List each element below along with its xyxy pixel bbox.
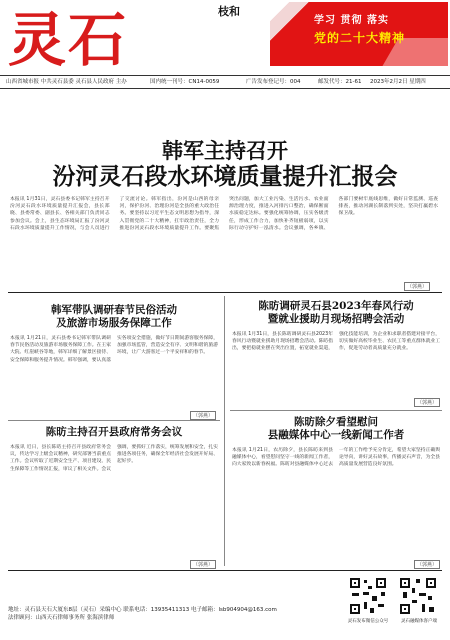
article-2-title <box>230 300 442 326</box>
newspaper-title: 灵石 <box>8 6 129 74</box>
article-3-body <box>10 444 218 560</box>
banner-line-2: 党的二十大精神 <box>314 31 406 45</box>
publisher-text: 山西省城市报 中共灵石县委 灵石县人民政府 主办 <box>6 79 127 85</box>
article-3-text: 本报讯 近日，县长陈昉主持召开县政府常务会议，传达学习上级会议精神，研究部署当前重点工作。会议听取了近期安全生产、项目建设、民生保障等工作情况汇报，审议了相关文件。会议强调，要抓好工作落实，统筹发展和安全，扎实推进各项任务，确保全年经济社会发展开好局、起好步。 <box>10 445 218 472</box>
qr-code-app <box>398 576 438 616</box>
article-1-body <box>10 335 218 413</box>
column-divider <box>224 296 225 566</box>
article-4-title <box>232 416 440 442</box>
article-2-title-line2: 暨就业援助月现场招聘会活动 <box>267 313 405 325</box>
lead-author: （郭燕） <box>404 282 430 291</box>
article-2-author: （郭燕） <box>414 398 440 407</box>
footer-legal: 法律顾问：山西天石律师事务所 张海滨律师 <box>8 615 115 621</box>
article-4-title-line2: 县融媒体中心一线新闻工作者 <box>267 429 405 441</box>
divider <box>8 292 442 293</box>
article-2-text: 本报讯 1月31日，县长陈昉调研灵石县2023年春风行动暨就业援助月现场招聘会活动。陈昉指出，要把稳就业摆在突出位置，拓宽就业渠道，强化技能培训，为企业和求职者搭建对接平台，切实做好高校毕业生、农民工等重点群体就业工作，促进劳动者高质量充分就业。 <box>232 332 440 352</box>
qr-caption-app: 灵石融媒体客户端 <box>401 619 437 624</box>
article-3-author: （郭燕） <box>190 560 216 569</box>
lead-headline: 汾河灵石段水环境质量提升汇报会 <box>52 163 398 190</box>
article-4-body <box>232 447 440 560</box>
article-1-title <box>10 304 218 330</box>
footer-address: 地址：灵石县天石大厦东8层（灵石）采编中心 联系电话：13935411313 电子邮箱：lsb904904@163.com <box>8 607 277 613</box>
info-bar <box>0 75 450 89</box>
qr-icon <box>348 576 388 616</box>
article-4-author: （郭燕） <box>414 560 440 569</box>
divider <box>230 410 442 411</box>
qr-code-wechat <box>348 576 388 616</box>
article-1-title-line1: 韩军带队调研春节民俗活动 <box>51 304 177 316</box>
qr-icon <box>398 576 438 616</box>
article-2-title-line1: 陈昉调研灵石县2023年春风行动 <box>258 300 414 312</box>
article-4-text: 本报讯 1月21日，农历除夕，县长陈昉来到县融媒体中心，看望慰问坚守一线的新闻工作者，向大家致以新春祝福。陈昉对县融媒体中心过去一年的工作给予充分肯定，希望大家坚持正确舆论导向，讲好灵石故事，传播灵石声音，为全县高质量发展营造良好氛围。 <box>232 448 440 468</box>
article-1-title-line2: 及旅游市场服务保障工作 <box>56 317 172 329</box>
divider <box>8 420 220 421</box>
issue-date: 2023年2月2日 星期四 <box>370 79 426 85</box>
lead-text: 本报讯 1月31日，灵石县委书记韩军主持召开汾河灵石段水环境质量提升汇报会，县长郑晓、县委常委、副县长、各相关部门负责同志参加会议。会上，县生态环境局汇报了汾河灵石段水环境质量提升工作情况，与会人员进行了交流讨论。韩军指出，汾河是山西的母亲河，保护汾河、治理汾河是全县的重大政治任务。要坚持以习近平生态文明思想为指导，深入贯彻党的二十大精神，扛牢政治责任，全力推进汾河灵石段水环境质量提升工作。要聚焦突出问题，加大工业污染、生活污水、农业面源治理力度，推进入河排污口整治，确保断面水质稳定达标。要强化统筹协调，压实各级责任，形成工作合力，加快补齐短板弱项，以实际行动守护好一泓清水。会议强调，各乡镇、各部门要树牢底线思维，做好日常监测、巡查排查，推动河湖长制落到实处，坚决打赢碧水保卫战。 <box>10 197 438 231</box>
article-1-author: （郭燕） <box>190 411 216 420</box>
lead-body <box>10 196 438 282</box>
postal-code: 邮发代号：21-61 <box>318 79 362 85</box>
banner-graphic <box>270 2 448 66</box>
qr-caption-wechat: 灵石发布微信公众号 <box>347 619 389 624</box>
article-4-title-line1: 陈昉除夕看望慰问 <box>294 416 378 428</box>
cn-number: 国内统一刊号：CN14-0059 <box>150 79 220 85</box>
article-2-body <box>232 331 440 403</box>
masthead-side-label: 枝和 <box>218 5 240 18</box>
footer-divider <box>8 570 442 571</box>
banner-line-1: 学习 贯彻 落实 <box>314 15 389 26</box>
footer-info <box>8 606 338 622</box>
ad-license: 广告发布登记号：004 <box>246 79 301 85</box>
article-3-title: 陈昉主持召开县政府常务会议 <box>45 426 183 438</box>
article-1-text: 本报讯 1月21日，灵石县委书记韩军带队调研春节民俗活动及旅游市场服务保障工作。在王家大院、红崖峡谷等地，韩军详细了解景区接待、安全保障和服务提升情况。韩军强调，要认真落实各项安全措施，做好节日期间游客服务保障，加强市场监管，营造安全有序、文明和谐的旅游环境，让广大游客过一个平安祥和的春节。 <box>10 336 218 363</box>
lead-kicker: 韩军主持召开 <box>162 138 288 163</box>
